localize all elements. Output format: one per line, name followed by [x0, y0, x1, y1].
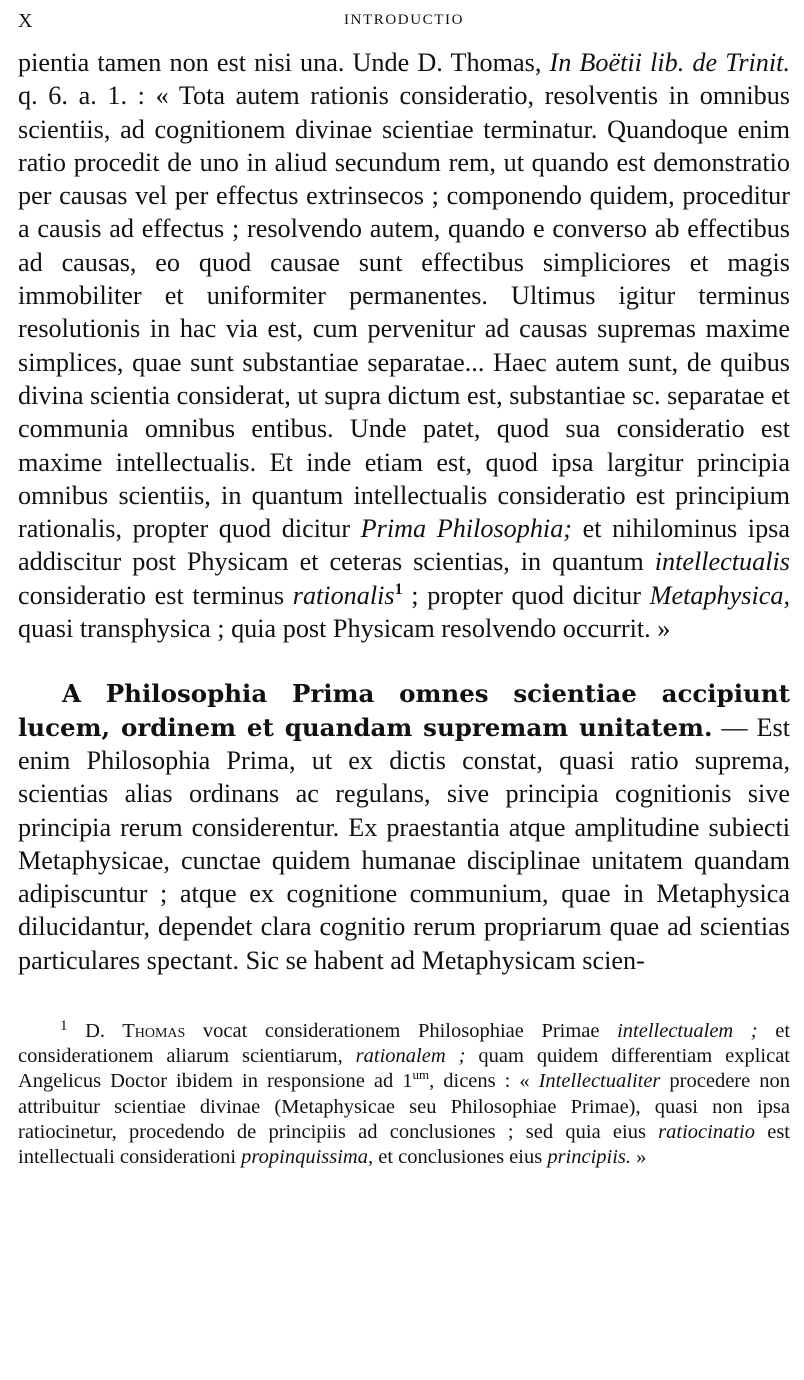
book-page: [18, 10, 790, 1170]
footnote: $^1$ D. Thomas vocat considerationem Philosophiae Primae intellectualem ; et considerationem aliarum scientiarum, rationalem ; quam quidem differentiam explicat Angelicus Doctor ibidem in responsione ad $1^{um}$, dicens : « Intellectualiter procedere non attribuitur scientiae divinae (Metaphysicae seu Philosophiae Primae), quasi non ipsa ratiocinetur, procedendo de principiis ad conclusiones ; sed quia eius ratiocinatio est intellectuali considerationi propinquissima, et conclusiones eius principiis. »: [18, 1018, 791, 1169]
running-head: [18, 10, 790, 36]
footnote-marker: 1: [60, 1018, 68, 1035]
section-heading: A Philosophia Prima omnes scientiae accipiunt lucem, ordinem et quandam supremam unitatem.: [18, 679, 790, 742]
running-title: INTRODUCTIO: [343, 12, 465, 28]
footnote-reference: 1: [394, 580, 403, 598]
paragraph-quotation: pientia tamen non est nisi una. Unde D. Thomas, In Boëtii lib. de Trinit. q. 6. a. 1. : « Tota autem rationis consideratio, resolventis in omnibus scientiis, ad cognitionem divinae scientiae terminatur. Quandoque enim ratio procedit de uno in aliud secundum rem, ut quando est demonstratio per causas vel per effectus extrinsecos ; componendo quidem, proceditur a causis ad effectus ; resolvendo autem, quando e converso ab effectibus ad causas, eo quod causae sunt effectibus simpliciores et magis immobiliter et uniformiter permanentes. Ultimus igitur terminus resolutionis in hac via est, cum pervenitur ad causas supremas maxime simplices, quae sunt substantiae separatae... Haec autem sunt, de quibus divina scientia considerat, ut supra dictum est, substantiae sc. separatae et communia omnibus entibus. Unde patet, quod sua consideratio est maxime intellectualis. Et inde etiam est, quod ipsa largitur principia omnibus scientiis, in quantum intellectualis consideratio est principium rationalis, propter quod dicitur Prima Philosophia; et nihilominus ipsa addiscitur post Physicam et ceteras scientias, in quantum intellectualis consideratio est terminus rationalis$^1$ ; propter quod dicitur Metaphysica, quasi transphysica ; quia post Physicam resolvendo occurrit. »: [18, 48, 790, 644]
paragraph-philosophia-prima: A Philosophia Prima omnes scientiae accipiunt lucem, ordinem et quandam supremam unitatem. — Est enim Philosophia Prima, ut ex dictis constat, quasi ratio suprema, scientias alias ordinans ac regulans, sive principia cognitionis sive principia rerum considerentur. Ex praestantia atque amplitudine subiecti Metaphysicae, cunctae quidem humanae disciplinae unitatem quandam adipiscuntur ; atque ex cognitione communium, quae in Metaphysica dilucidantur, dependet clara cognitio rerum propriarum quae ad scientias particulares spectant. Sic se habent ad Metaphysicam scien-: [18, 679, 791, 975]
page-number: X: [18, 10, 33, 32]
footnote-author: D. Thomas: [85, 1020, 186, 1043]
